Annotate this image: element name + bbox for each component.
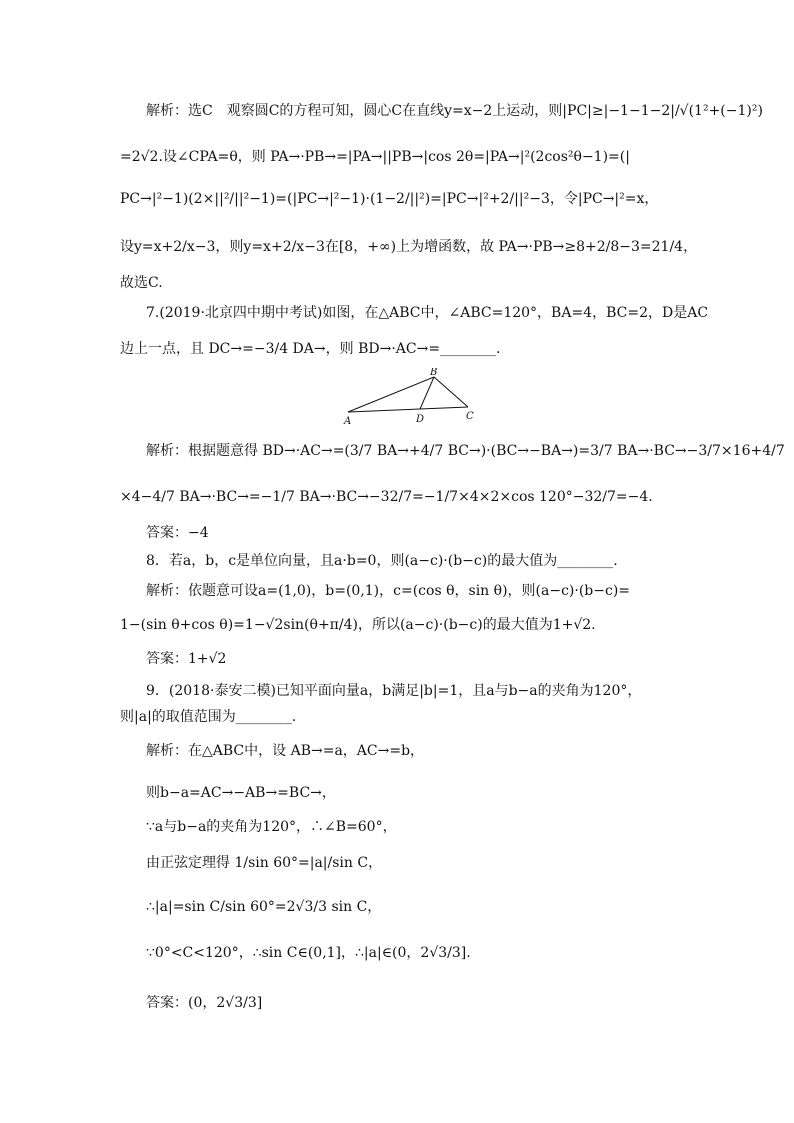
text-line: 边上一点，且 DC→=−3/4 DA→，则 BD→·AC→=________.	[120, 341, 501, 357]
text-line: 则|a|的取值范围为________.	[120, 709, 297, 725]
vertex-b-label: B	[430, 368, 438, 378]
text-line: 解析：选C 观察圆C的方程可知，圆心C在直线y=x−2上运动，则|PC|≥|−1−1−2|/√(1²+(−1)²)	[146, 103, 763, 119]
text-line: 答案：(0，2√3/3]	[146, 995, 263, 1011]
text-line: 8．若a，b，c是单位向量，且a·b=0，则(a−c)·(b−c)的最大值为________.	[146, 553, 618, 569]
side-ac	[348, 407, 468, 412]
text-line: ×4−4/7 BA→·BC→=−1/7 BA→·BC→−32/7=−1/7×4×2×cos 120°−32/7=−4.	[120, 489, 653, 505]
triangle-diagram	[340, 368, 480, 428]
text-line: 1−(sin θ+cos θ)=1−√2sin(θ+π/4)，所以(a−c)·(b−c)的最大值为1+√2.	[120, 617, 596, 633]
text-line: 解析：在△ABC中，设 AB→=a，AC→=b，	[146, 743, 425, 759]
text-line: 故选C.	[120, 275, 163, 291]
text-line: 则b−a=AC→−AB→=BC→，	[146, 785, 336, 801]
text-line: PC→|²−1)(2×||²/||²−1)=(|PC→|²−1)·(1−2/||²)=|PC→|²+2/||²−3，令|PC→|²=x，	[120, 191, 659, 207]
vertex-c-label: C	[466, 411, 474, 422]
text-line: 7.(2019·北京四中期中考试)如图，在△ABC中，∠ABC=120°，BA=4，BC=2，D是AC	[146, 305, 709, 321]
text-line: =2√2.设∠CPA=θ，则 PA→·PB→=|PA→||PB→|cos 2θ=|PA→|²(2cos²θ−1)=(|	[120, 149, 630, 165]
text-line: 9．(2018·泰安二模)已知平面向量a，b满足|b|=1，且a与b−a的夹角为120°，	[146, 683, 642, 699]
text-line: ∵a与b−a的夹角为120°，∴∠B=60°，	[146, 819, 397, 835]
text-line: 解析：依题意可设a=(1,0)，b=(0,1)，c=(cos θ，sin θ)，则(a−c)·(b−c)=	[146, 583, 631, 599]
text-line: 答案：−4	[146, 525, 209, 541]
text-line: 由正弦定理得 1/sin 60°=|a|/sin C，	[146, 855, 383, 871]
vertex-d-label: D	[416, 414, 425, 425]
side-bc	[434, 377, 468, 407]
text-line: 设y=x+2/x−3，则y=x+2/x−3在[8，+∞)上为增函数，故 PA→·PB→≥8+2/8−3=21/4，	[120, 239, 698, 255]
vertex-a-label: A	[344, 416, 352, 427]
text-line: 解析：根据题意得 BD→·AC→=(3/7 BA→+4/7 BC→)·(BC→−BA→)=3/7 BA→·BC→−3/7×16+4/7	[146, 443, 785, 459]
text-line: ∵0°<C<120°，∴sin C∈(0,1]，∴|a|∈(0，2√3/3].	[146, 945, 471, 961]
text-line: 答案：1+√2	[146, 651, 227, 667]
text-line: ∴|a|=sin C/sin 60°=2√3/3 sin C，	[146, 899, 382, 915]
